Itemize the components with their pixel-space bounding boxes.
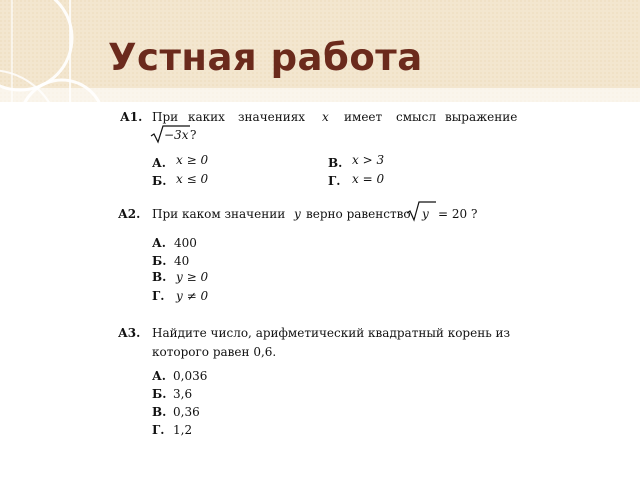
q2-option-value: y ≥ 0: [176, 270, 209, 284]
q3-option-value: 0,036: [173, 369, 208, 383]
q1-option-expr: x = 0: [352, 172, 385, 186]
q2-option-value: 400: [174, 236, 197, 250]
q1-option-letter: В.: [328, 156, 343, 170]
q2-option-letter: В.: [152, 270, 167, 284]
q3-option-letter: Г.: [152, 423, 165, 437]
q1-word: каких: [188, 110, 225, 124]
q1-option-expr: x ≥ 0: [176, 153, 209, 167]
square-root-sign: [406, 200, 436, 222]
q3-text: которого равен 0,6.: [152, 345, 277, 359]
q1-question-mark: ?: [190, 128, 197, 142]
q2-option-letter: А.: [152, 236, 166, 250]
q1-word: значениях: [238, 110, 306, 124]
q3-text: Найдите число, арифметический квадратный корень из: [152, 326, 511, 340]
q2-radicand: y: [422, 207, 429, 221]
q1-option-letter: Б.: [152, 174, 167, 188]
q1-word: имеет: [344, 110, 383, 124]
q2-option-letter: Б.: [152, 254, 167, 268]
q3-option-letter: А.: [152, 369, 166, 383]
q1-number: А1.: [120, 110, 143, 124]
q1-word: выражение: [445, 110, 518, 124]
q3-option-letter: Б.: [152, 387, 167, 401]
q1-option-letter: Г.: [328, 174, 341, 188]
q2-text: При каком значении: [152, 207, 286, 221]
q2-option-letter: Г.: [152, 289, 165, 303]
q3-number: А3.: [118, 326, 141, 340]
q3-option-value: 1,2: [173, 423, 193, 437]
q1-radicand: −3x: [164, 128, 189, 142]
q2-equation: = 20 ?: [438, 207, 478, 221]
q3-option-value: 0,36: [173, 405, 200, 419]
q3-option-value: 3,6: [173, 387, 193, 401]
q1-word: При: [152, 110, 179, 124]
q2-text: верно равенство: [306, 207, 411, 221]
q3-option-letter: В.: [152, 405, 167, 419]
q2-option-value: y ≠ 0: [176, 289, 209, 303]
q1-variable: x: [322, 110, 329, 124]
q1-word: смысл: [396, 110, 436, 124]
q1-option-expr: x > 3: [352, 153, 385, 167]
q2-number: А2.: [118, 207, 141, 221]
q2-variable: y: [294, 207, 301, 221]
q1-option-letter: А.: [152, 156, 166, 170]
slide-title: Устная работа: [108, 36, 423, 79]
q1-option-expr: x ≤ 0: [176, 172, 209, 186]
q2-option-value: 40: [174, 254, 190, 268]
